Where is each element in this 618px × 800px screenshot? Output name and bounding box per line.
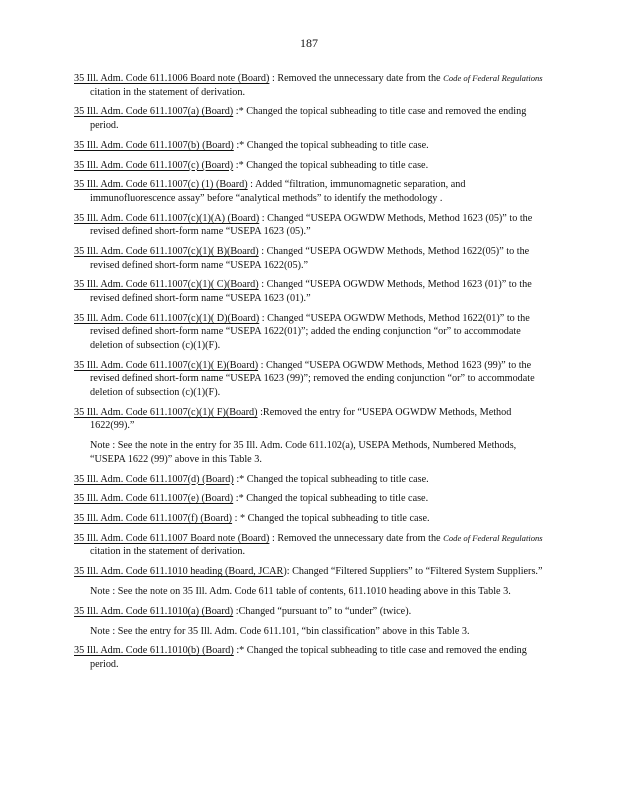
list-item (74, 159, 544, 173)
amendment-list (74, 72, 544, 678)
entry-citation: 35 Ill. Adm. Code 611.1010(b) (Board) (74, 645, 234, 657)
list-item (74, 278, 544, 305)
list-item (74, 139, 544, 153)
page-number: 187 (300, 36, 318, 50)
list-item (74, 532, 544, 559)
entry-text: :* Changed the topical subheading to title case and removed the ending period. (90, 645, 527, 670)
entry-text: : Changed “USEPA OGWDW Methods, Method 1623 (99)” to the revised defined short-form name “USEPA 1623 (99)”; removed the ending conjunction “or” to accommodate deletion of subsection (c)(1)(F). (90, 359, 535, 398)
entry-citation: 35 Ill. Adm. Code 611.1006 Board note (Board) (74, 73, 270, 84)
entry-citation: 35 Ill. Adm. Code 611.1007(a) (Board) (74, 106, 234, 118)
entry-citation: 35 Ill. Adm. Code 611.1007 Board note (Board) (74, 532, 270, 544)
list-item (74, 565, 544, 579)
entry-citation: 35 Ill. Adm. Code 611.1007(c)(1)(A) (Board) (74, 212, 260, 224)
entry-text: : Changed “USEPA OGWDW Methods, Method 1622(01)” to the revised defined short-form name “USEPA 1622(01)”; added the ending conjunction “or” to accommodate deletion of subsection (c)(1)(F). (90, 312, 530, 351)
entry-citation: 35 Ill. Adm. Code 611.1007(c)(1)( D)(Board) (74, 312, 260, 324)
entry-text: : Changed “USEPA OGWDW Methods, Method 1623 (01)” to the revised defined short-form name “USEPA 1623 (01).” (90, 279, 532, 305)
list-item (74, 492, 544, 506)
entry-citation: 35 Ill. Adm. Code 611.1010 heading (Board, JCAR (74, 566, 284, 578)
note (74, 625, 544, 639)
entry-citation: 35 Ill. Adm. Code 611.1007(b) (Board) (74, 139, 234, 151)
note-text: Note : See the note on 35 Ill. Adm. Code 611 table of contents, 611.1010 heading above in this Table 3. (90, 586, 511, 597)
entry-text-tail: citation in the statement of derivation. (90, 86, 246, 98)
entry-citation: 35 Ill. Adm. Code 611.1010(a) (Board) (74, 605, 234, 617)
note (74, 439, 544, 466)
entry-citation: 35 Ill. Adm. Code 611.1007(c)(1)( C)(Board) (74, 279, 259, 291)
list-item (74, 312, 544, 353)
note-text: Note : See the entry for 35 Ill. Adm. Code 611.101, “bin classification” above in this Table 3. (90, 625, 470, 637)
entry-citation: 35 Ill. Adm. Code 611.1007(c)(1)( F)(Board) (74, 406, 258, 418)
entry-text: :* Changed the topical subheading to title case. (233, 159, 429, 171)
entry-text: :Changed “pursuant to” to “under” (twice). (233, 605, 412, 617)
entry-text: ): Changed “Filtered Suppliers” to “Filtered System Suppliers.” (283, 566, 543, 578)
list-item (74, 245, 544, 272)
entry-citation: 35 Ill. Adm. Code 611.1007(c)(1)( E)(Board) (74, 359, 259, 371)
entry-text-tail: citation in the statement of derivation. (90, 546, 246, 558)
entry-citation: 35 Ill. Adm. Code 611.1007(f) (Board) (74, 513, 233, 525)
entry-citation: 35 Ill. Adm. Code 611.1007(c)(1)( B)(Board) (74, 246, 259, 258)
entry-text: :* Changed the topical subheading to title case. (233, 493, 429, 505)
entry-text: : * Changed the topical subheading to title case. (232, 513, 430, 525)
entry-citation: 35 Ill. Adm. Code 611.1007(d) (Board) (74, 473, 234, 485)
entry-text: :* Changed the topical subheading to title case and removed the ending period. (90, 106, 527, 131)
list-item (74, 72, 544, 99)
list-item (74, 644, 544, 671)
entry-text: : Changed “USEPA OGWDW Methods, Method 1623 (05)” to the revised defined short-form name “USEPA 1623 (05).” (90, 212, 533, 238)
entry-citation: 35 Ill. Adm. Code 611.1007(c) (1) (Board) (74, 179, 248, 191)
note-text: Note : See the note in the entry for 35 Ill. Adm. Code 611.102(a), USEPA Methods, Numbered Methods, “USEPA 1622 (99)” above in this Table 3. (90, 440, 517, 465)
list-item (74, 406, 544, 433)
list-item (74, 473, 544, 487)
entry-text: :* Changed the topical subheading to title case. (233, 473, 429, 485)
list-item (74, 105, 544, 132)
list-item (74, 605, 544, 619)
entry-italic: Code of Federal Regulations (443, 532, 543, 543)
entry-text: :Removed the entry for “USEPA OGWDW Methods, Method 1622(99).” (90, 406, 512, 432)
note (74, 585, 544, 599)
entry-text: :* Changed the topical subheading to title case. (233, 139, 429, 151)
entry-citation: 35 Ill. Adm. Code 611.1007(c) (Board) (74, 159, 234, 171)
entry-italic: Code of Federal Regulations (443, 73, 543, 83)
list-item (74, 178, 544, 205)
entry-citation: 35 Ill. Adm. Code 611.1007(e) (Board) (74, 493, 234, 505)
list-item (74, 512, 544, 526)
entry-text: : Removed the unnecessary date from the (269, 532, 444, 544)
entry-text: : Changed “USEPA OGWDW Methods, Method 1622(05)” to the revised defined short-form name “USEPA 1622(05).” (90, 246, 530, 271)
list-item (74, 359, 544, 400)
list-item (74, 212, 544, 239)
entry-text: : Removed the unnecessary date from the (269, 73, 444, 84)
entry-text: : Added “filtration, immunomagnetic separation, and immunofluorescence assay” before “analytical methods” to identify the methodology . (90, 179, 466, 204)
